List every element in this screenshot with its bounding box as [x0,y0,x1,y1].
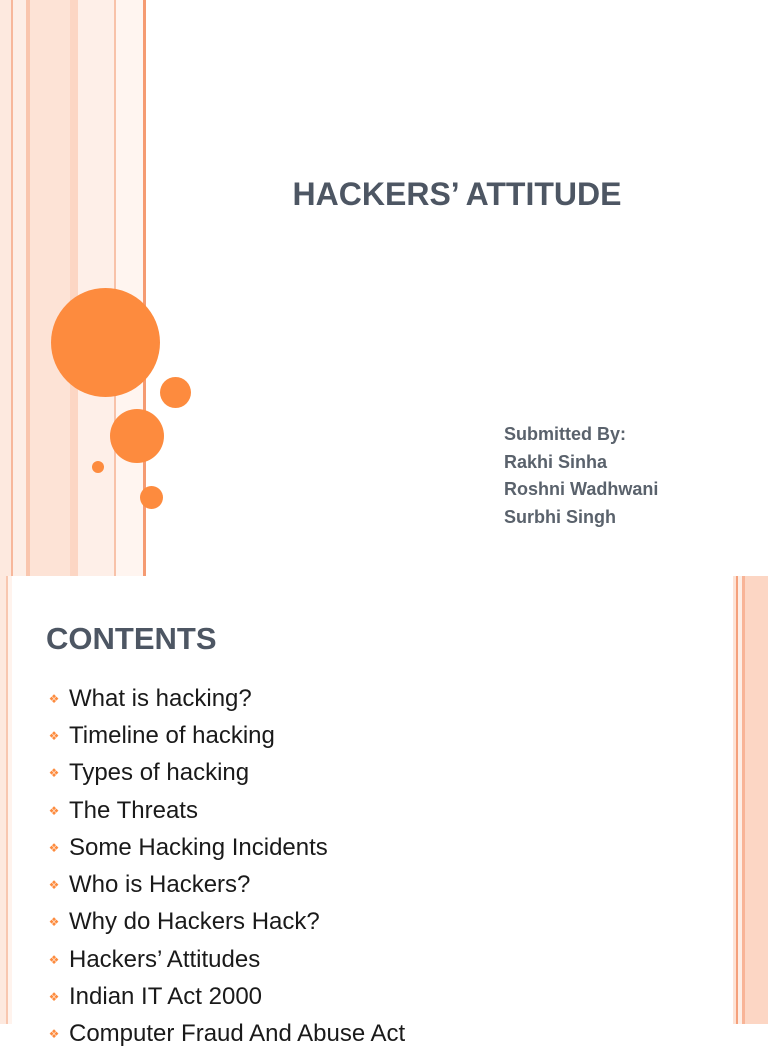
diamond-bullet-icon: ❖ [48,766,60,781]
list-item-label: Computer Fraud And Abuse Act [69,1020,406,1048]
list-item-label: Indian IT Act 2000 [69,983,263,1011]
list-item-label: The Threats [69,796,198,824]
list-item [46,792,405,829]
list-item-label: Types of hacking [69,759,250,787]
decorative-stripe [30,0,70,576]
decorative-stripe [8,576,12,1024]
submitted-by-block [504,421,658,531]
diamond-bullet-icon: ❖ [48,878,60,893]
contents-heading: CONTENTS [46,621,217,656]
diamond-bullet-icon: ❖ [48,840,60,855]
list-item-label: Some Hacking Incidents [69,833,328,861]
diamond-bullet-icon: ❖ [48,728,60,743]
list-item [46,717,405,754]
list-item [46,829,405,866]
decorative-stripe [0,0,11,576]
diamond-bullet-icon: ❖ [48,990,60,1005]
diamond-bullet-icon: ❖ [48,691,60,706]
slide-title: HACKERS’ ATTITUDE [292,176,622,212]
author-name: Roshni Wadhwani [504,479,659,499]
submitted-by-label: Submitted By: [504,424,627,444]
list-item [46,904,405,941]
list-item-label: Hackers’ Attitudes [69,945,261,973]
diamond-bullet-icon: ❖ [48,1027,60,1042]
author-name: Surbhi Singh [504,506,616,527]
decorative-stripe [70,0,78,576]
contents-slide [0,576,768,1048]
decorative-stripe [116,0,143,576]
list-item [46,755,405,792]
list-item-label: Why do Hackers Hack? [69,908,320,936]
diamond-bullet-icon: ❖ [48,952,60,967]
author-name: Rakhi Sinha [504,451,608,472]
list-item [46,1016,405,1053]
decorative-circle-small [160,377,191,408]
list-item-label: Timeline of hacking [69,721,275,749]
diamond-bullet-icon: ❖ [48,803,60,818]
list-item [46,978,405,1015]
list-item [46,941,405,978]
diamond-bullet-icon: ❖ [48,915,60,930]
list-item-label: Who is Hackers? [69,871,251,899]
list-item [46,866,405,903]
contents-list [46,680,405,1053]
decorative-circle-medium [110,409,164,463]
list-item-label: What is hacking? [69,684,252,712]
decorative-circle-large [51,288,160,397]
decorative-circle-dot [92,461,104,473]
decorative-stripe [13,0,26,576]
decorative-stripe [745,576,768,1024]
list-item [46,680,405,717]
decorative-circle-small [140,486,163,509]
